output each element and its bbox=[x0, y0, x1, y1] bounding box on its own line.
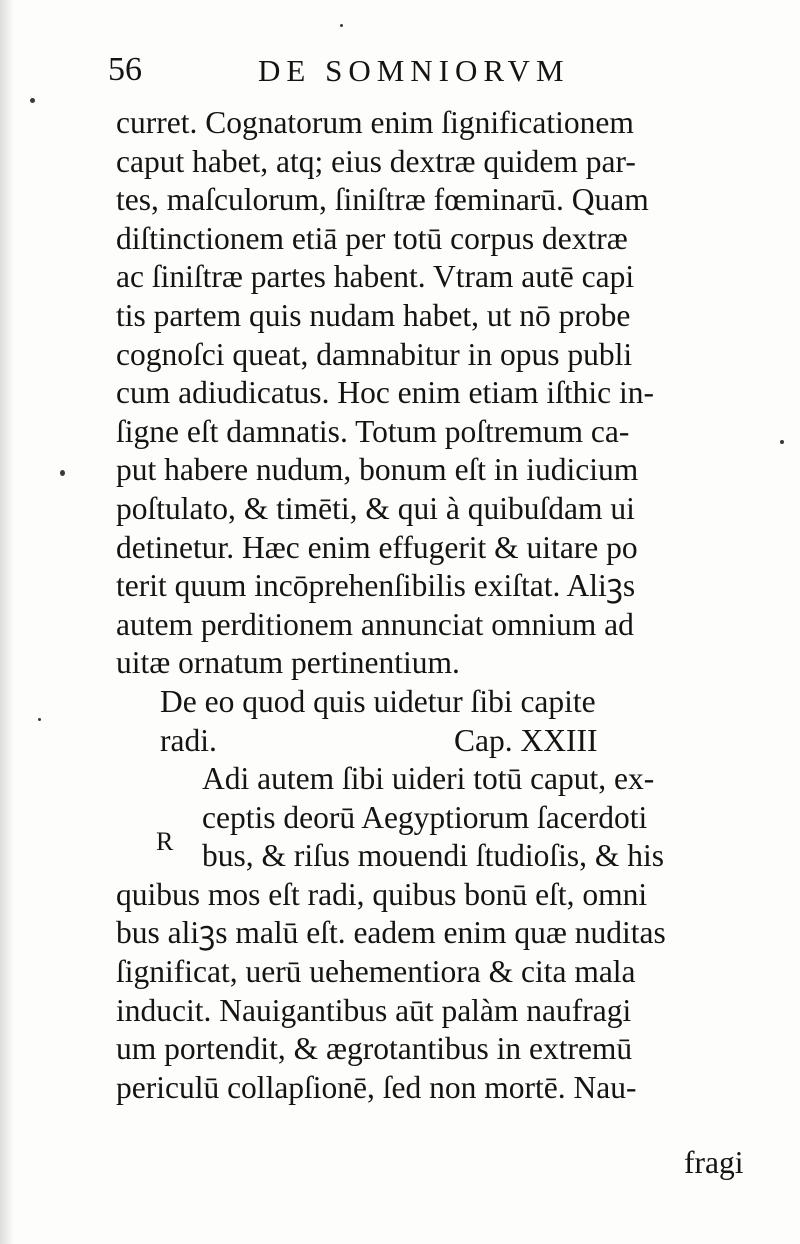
ink-speck bbox=[38, 718, 41, 721]
chapter-heading-second-line bbox=[116, 722, 776, 761]
text-line: cum adiudicatus. Hoc enim etiam iſthic in- bbox=[116, 375, 654, 411]
chapter-heading: De eo quod quis uidetur ſibi capite bbox=[160, 683, 596, 719]
chapter-text-line: inducit. Nauigantibus aūt palàm naufragi bbox=[116, 992, 632, 1028]
body-text bbox=[116, 104, 776, 1107]
chapter-text-line: ceptis deorū Aegyptiorum ſacerdoti bbox=[202, 799, 648, 835]
text-line: poſtulato, & timēti, & qui à quibuſdam ui bbox=[116, 490, 635, 526]
page-number: 56 bbox=[108, 51, 142, 88]
chapter-heading-radi: radi. bbox=[160, 722, 217, 758]
ink-speck bbox=[780, 440, 784, 444]
chapter-number: Cap. XXIII bbox=[454, 722, 598, 758]
chapter-text-line: quibus mos eſt radi, quibus bonū eſt, omni bbox=[116, 876, 648, 912]
text-line: ac ſiniſtræ partes habent. Vtram autē capi bbox=[116, 259, 635, 295]
text-line: uitæ ornatum pertinentium. bbox=[116, 645, 460, 681]
chapter-text-line: bus, & riſus mouendi ſtudioſis, & his bbox=[202, 838, 665, 874]
ink-speck bbox=[30, 98, 35, 103]
text-line: detinetur. Hæc enim effugerit & uitare po bbox=[116, 529, 638, 565]
running-head: DE SOMNIORVM bbox=[258, 53, 570, 88]
text-line: autem perditionem annunciat omnium ad bbox=[116, 606, 634, 642]
ink-speck bbox=[340, 24, 343, 27]
text-line: caput habet, atq; eius dextræ quidem par- bbox=[116, 143, 636, 179]
text-line: terit quum incōprehenſibilis exiſtat. Aliꝫs bbox=[116, 568, 636, 604]
text-line: tis partem quis nudam habet, ut nō probe bbox=[116, 297, 631, 333]
text-line: tes, maſculorum, ſiniſtræ fœminarū. Quam bbox=[116, 182, 649, 218]
chapter-text-line: Adi autem ſibi uideri totū caput, ex- bbox=[202, 761, 655, 797]
text-line: put habere nudum, bonum eſt in iudicium bbox=[116, 452, 639, 488]
chapter-text-line: um portendit, & ægrotantibus in extremū bbox=[116, 1031, 633, 1067]
text-line: curret. Cognatorum enim ſignificationem bbox=[116, 105, 634, 140]
chapter-text-line: periculū collapſionē, ſed non mortē. Nau- bbox=[116, 1069, 637, 1105]
chapter-text-line: bus aliꝫs malū eſt. eadem enim quæ nuditas bbox=[116, 915, 666, 951]
page-edge-shadow bbox=[0, 0, 14, 1244]
chapter-text-line: ſignificat, uerū uehementiora & cita mala bbox=[116, 954, 636, 990]
text-line: ſigne eſt damnatis. Totum poſtremum ca- bbox=[116, 413, 630, 449]
marginal-letter: R bbox=[156, 827, 175, 856]
ink-speck bbox=[60, 470, 65, 476]
text-line: cognoſci queat, damnabitur in opus publi bbox=[116, 336, 633, 372]
text-line: diſtinctionem etiā per totū corpus dextræ bbox=[116, 220, 628, 256]
catchword: fragi bbox=[684, 1145, 744, 1180]
